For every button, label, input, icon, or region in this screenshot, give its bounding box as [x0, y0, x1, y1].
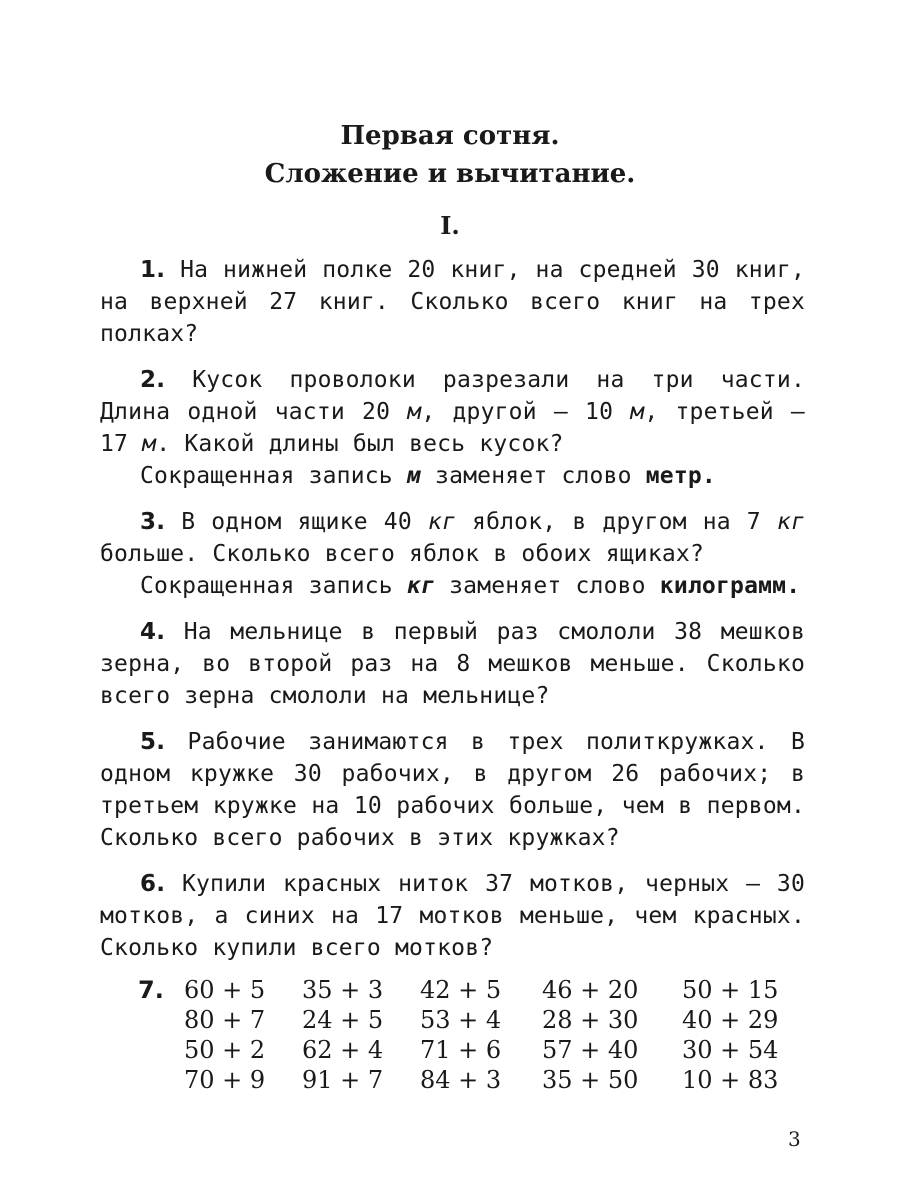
- problem-2: [100, 364, 805, 460]
- exercise-number: 7.: [138, 976, 164, 1004]
- unit-abbreviation: кг: [776, 509, 805, 535]
- problem-number: 4.: [140, 619, 166, 645]
- expression: 53 + 4: [420, 1006, 502, 1034]
- problem-text: больше. Сколько всего яблок в обоих ящиках?: [100, 541, 705, 567]
- abbreviation: м: [406, 463, 421, 489]
- expression: 40 + 29: [682, 1006, 779, 1034]
- expression: 35 + 50: [542, 1066, 639, 1094]
- problem-3: [100, 506, 805, 570]
- unit-abbreviation: кг: [427, 509, 456, 535]
- note-text: заменяет слово: [435, 573, 660, 599]
- unit-abbreviation: м: [407, 399, 422, 425]
- problem-text: В одном ящике 40: [181, 509, 428, 535]
- problem-text: На нижней полке 20 книг, на средней 30 книг, на верхней 27 книг. Сколько всего книг на трех полках?: [100, 257, 805, 347]
- note-kilogram: [100, 570, 805, 602]
- expression: 50 + 15: [682, 976, 779, 1004]
- problem-number: 1.: [140, 257, 166, 283]
- unit-abbreviation: м: [630, 399, 645, 425]
- expression: 46 + 20: [542, 976, 639, 1004]
- chapter-title-line2: Сложение и вычитание.: [264, 159, 636, 189]
- problems-body: [100, 254, 805, 964]
- problem-number: 6.: [140, 871, 166, 897]
- chapter-title-line1: Первая сотня.: [340, 121, 560, 151]
- expression: 71 + 6: [420, 1036, 502, 1064]
- problem-number: 5.: [140, 729, 166, 755]
- section-number: I.: [440, 211, 460, 240]
- problem-number: 3.: [140, 509, 166, 535]
- exercise-row: [184, 1006, 792, 1036]
- problem-1: [100, 254, 805, 350]
- expression: 62 + 4: [302, 1036, 384, 1064]
- problem-text: . Какой длины был весь кусок?: [156, 431, 564, 457]
- page-number: 3: [788, 1127, 801, 1151]
- expression: 24 + 5: [302, 1006, 384, 1034]
- expression: 10 + 83: [682, 1066, 779, 1094]
- expression: 60 + 5: [184, 976, 266, 1004]
- expression: 50 + 2: [184, 1036, 266, 1064]
- abbreviation: кг: [406, 573, 436, 599]
- expression: 84 + 3: [420, 1066, 502, 1094]
- exercise-row: [184, 1036, 792, 1066]
- exercise-row: [184, 976, 792, 1006]
- problem-text: Рабочие занимаются в трех политкружках. В одном кружке 30 рабочих, в другом 26 рабочих; в третьем кружке на 10 рабочих больше, чем в первом. Сколько всего рабочих в этих кружках?: [100, 729, 805, 851]
- problem-5: [100, 726, 805, 854]
- problem-text: Кусок проволоки разрезали на три части. Длина одной части 20: [100, 367, 805, 425]
- note-text: заменяет слово: [420, 463, 646, 489]
- note-word: метр.: [645, 463, 716, 489]
- exercise-row: [184, 1066, 792, 1096]
- note-meter: [100, 460, 805, 492]
- expression: 28 + 30: [542, 1006, 639, 1034]
- expression: 30 + 54: [682, 1036, 779, 1064]
- note-word: килограмм.: [659, 573, 801, 599]
- note-text: Сокращенная запись: [140, 463, 407, 489]
- expression: 35 + 3: [302, 976, 384, 1004]
- expression: 80 + 7: [184, 1006, 266, 1034]
- problem-text: На мельнице в первый раз смололи 38 мешков зерна, во второй раз на 8 мешков меньше. Сколько всего зерна смололи на мельнице?: [100, 619, 805, 709]
- expression: 57 + 40: [542, 1036, 639, 1064]
- expression: 70 + 9: [184, 1066, 266, 1094]
- problem-text: Купили красных ниток 37 мотков, черных — 30 мотков, а синих на 17 мотков меньше, чем красных. Сколько купили всего мотков?: [100, 871, 805, 961]
- expression: 91 + 7: [302, 1066, 384, 1094]
- problem-text: , третьей — 17: [100, 399, 805, 457]
- exercise-grid: [184, 976, 792, 1096]
- problem-4: [100, 616, 805, 712]
- problem-number: 2.: [140, 367, 166, 393]
- problem-text: яблок, в другом на 7: [456, 509, 777, 535]
- unit-abbreviation: м: [142, 431, 157, 457]
- problem-6: [100, 868, 805, 964]
- note-text: Сокращенная запись: [140, 573, 407, 599]
- problem-text: , другой — 10: [421, 399, 631, 425]
- expression: 42 + 5: [420, 976, 502, 1004]
